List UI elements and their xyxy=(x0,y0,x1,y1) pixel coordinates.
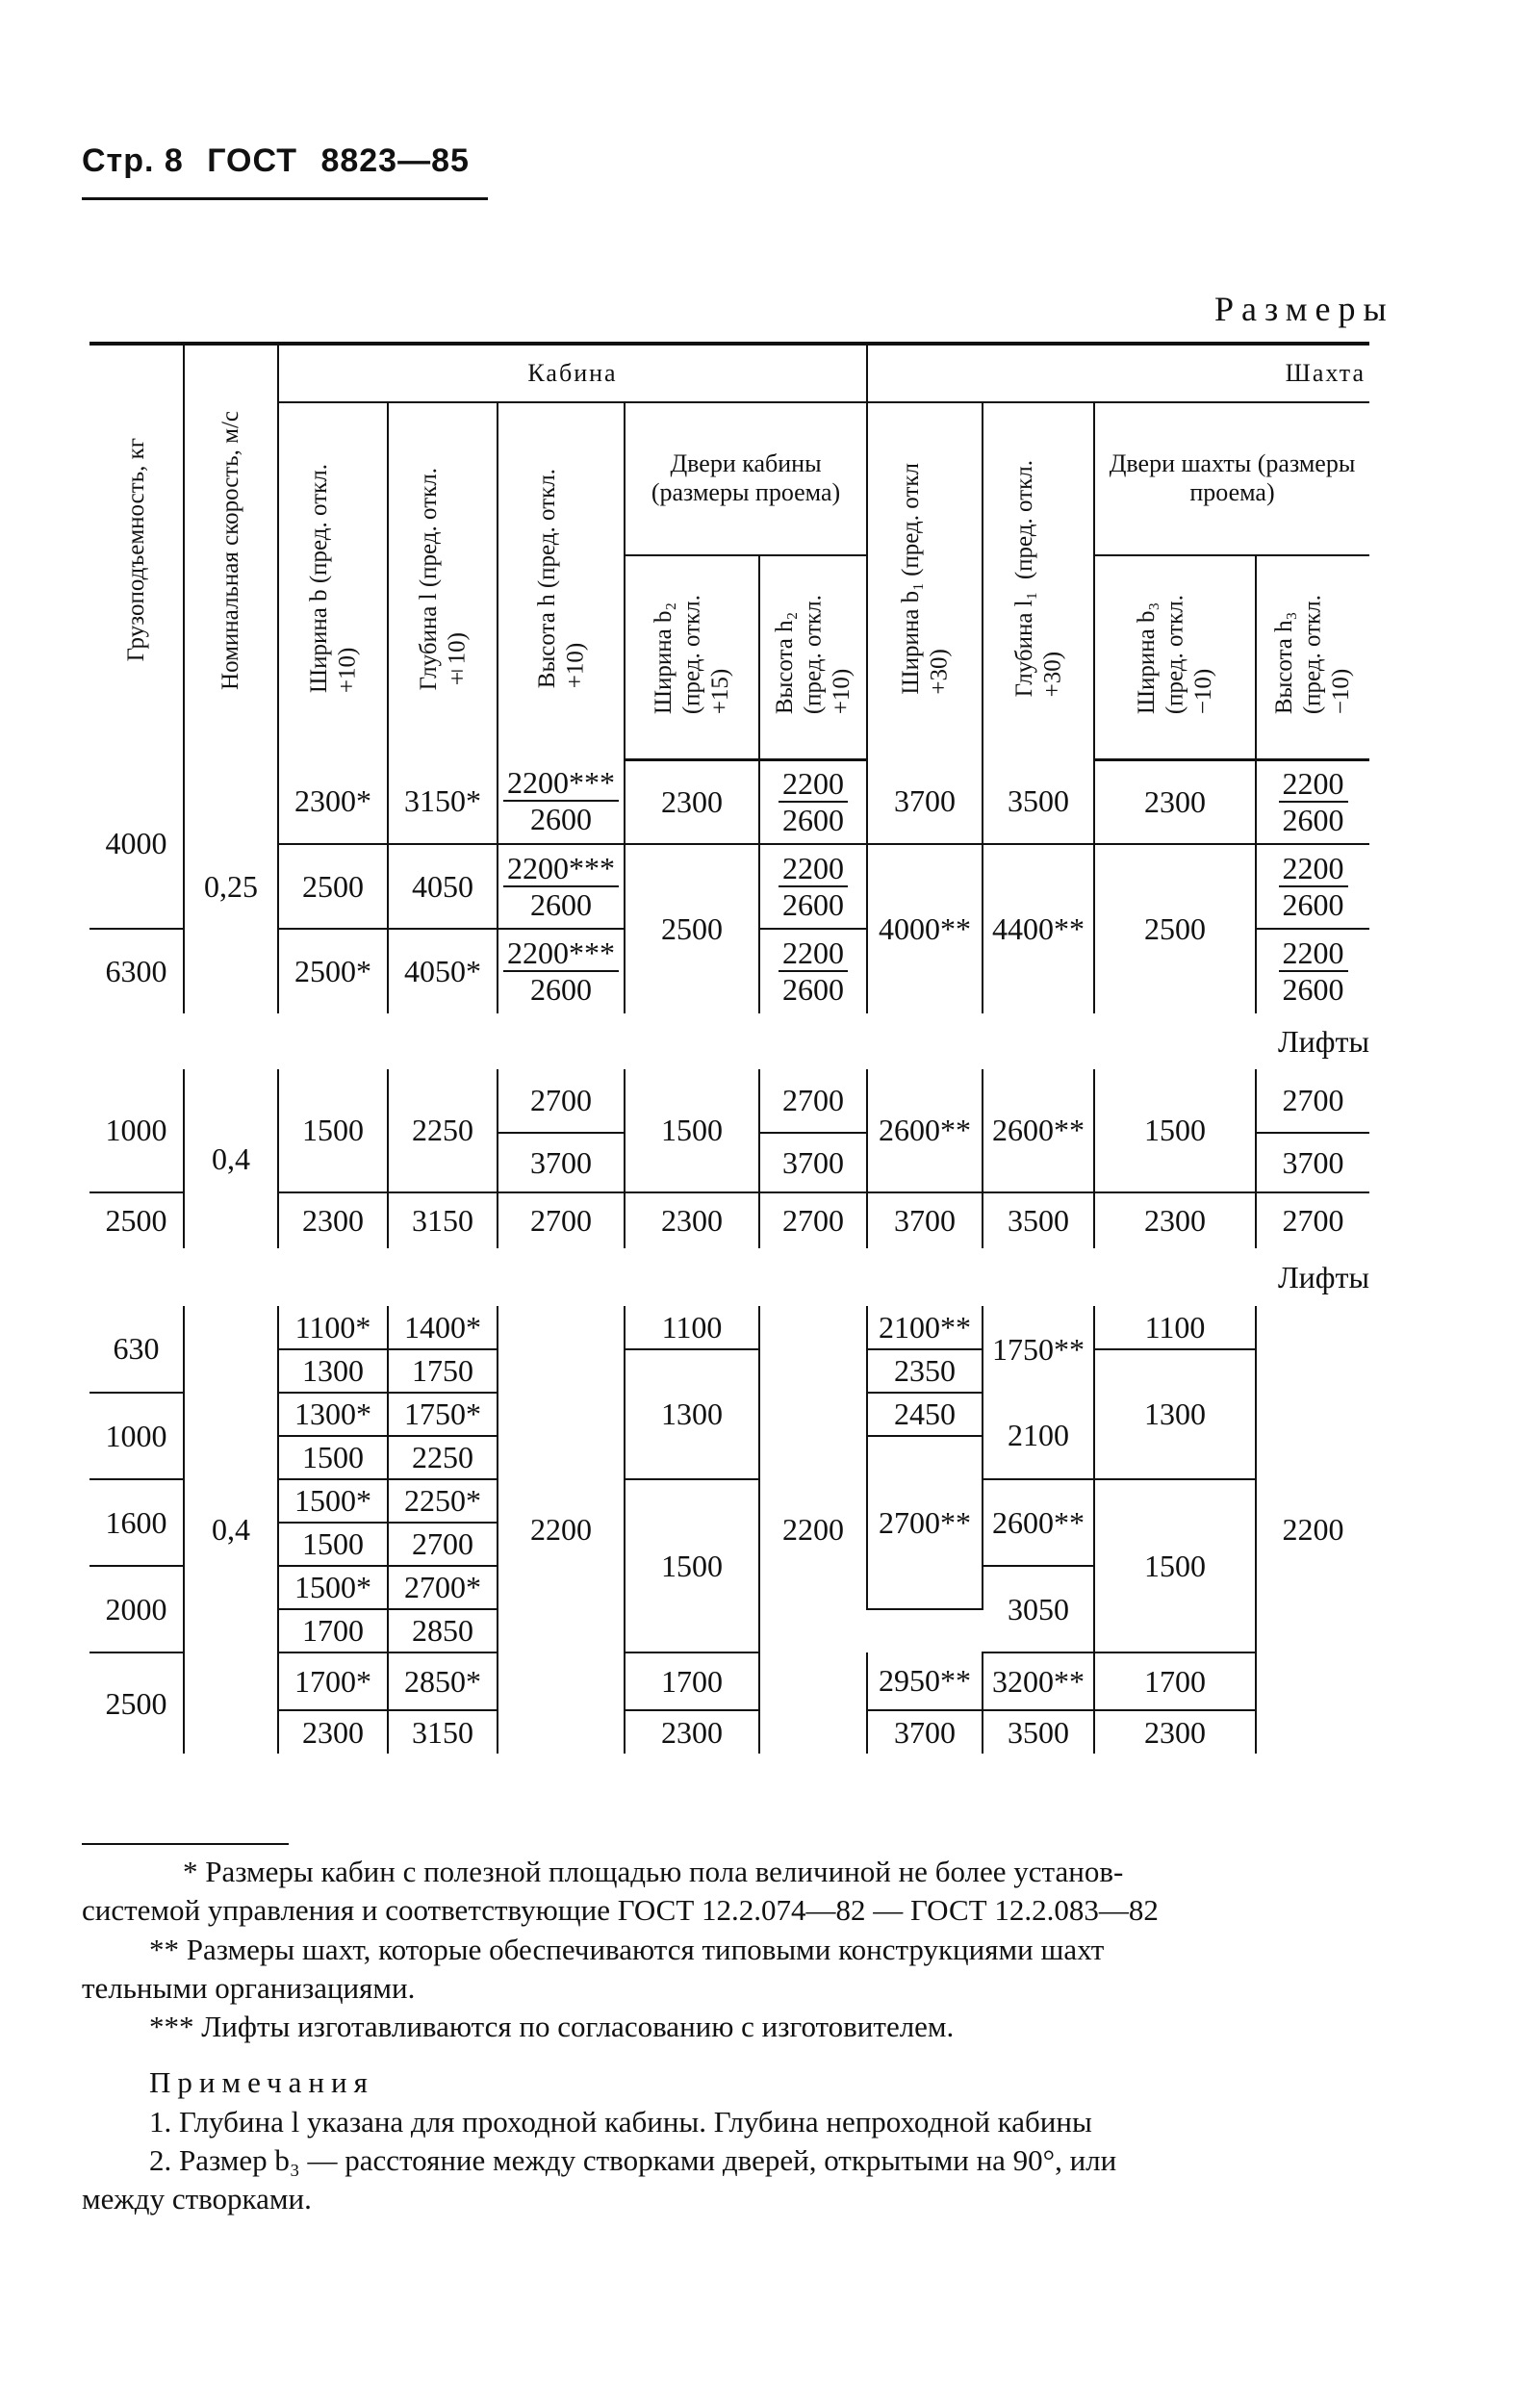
l-cell: 4050* xyxy=(388,929,498,1013)
table-row xyxy=(89,844,1369,929)
l1-cell: 2600** xyxy=(983,1069,1094,1192)
b2-cell: 2300 xyxy=(625,759,759,844)
h2-cell: $\frac{2200}{2600}$ xyxy=(759,929,867,1013)
table-row xyxy=(89,1192,1369,1248)
l-cell: 3150 xyxy=(388,1192,498,1248)
b3-cell: 1500 xyxy=(1094,1479,1256,1652)
capacity-cell: 1000 xyxy=(89,1393,184,1479)
capacity-cell: 4000 xyxy=(89,759,184,929)
standard-label: ГОСТ xyxy=(207,142,297,179)
b2-cell: 1500 xyxy=(625,1479,759,1652)
l-cell: 2850 xyxy=(388,1609,498,1652)
table-caption: Размеры xyxy=(1214,290,1394,328)
l-cell: 2700* xyxy=(388,1566,498,1609)
h3-cell: 2700 xyxy=(1282,1203,1344,1238)
col-l1-head: Глубина l₁ (пред. откл. +30) xyxy=(983,402,1094,759)
b-cell: 2500* xyxy=(278,929,388,1013)
table-row xyxy=(89,1306,1369,1349)
l-cell: 2850* xyxy=(388,1652,498,1710)
col-l-head: Глубина l (пред. откл. ±10) xyxy=(388,402,498,759)
l-cell: 1750 xyxy=(388,1349,498,1393)
h-cell: 2700 xyxy=(498,1069,625,1133)
b3-cell: 1700 xyxy=(1094,1652,1256,1710)
table-row xyxy=(89,1710,1369,1754)
l-cell: 1750* xyxy=(388,1393,498,1436)
b1-cell: 3700 xyxy=(867,759,983,844)
h-cell: $\frac{2200***}{2600}$ xyxy=(498,844,625,929)
capacity-cell: 2000 xyxy=(89,1566,184,1652)
b2-cell: 1500 xyxy=(625,1069,759,1192)
l1-cell: 3050 xyxy=(983,1566,1094,1652)
col-h3-head: Высота h₃ (пред. откл. −10) xyxy=(1256,555,1369,760)
b-cell: 1300 xyxy=(278,1349,388,1393)
l1-cell: 2600** xyxy=(983,1479,1094,1566)
l-cell: 1400* xyxy=(388,1306,498,1349)
h3-cell: $\frac{2200}{2600}$ xyxy=(1256,929,1369,1013)
page-header xyxy=(82,142,483,180)
note-2: 2. Размер b₃ — расстояние между створками дверей, открытыми на 90°, или xyxy=(149,2143,1117,2178)
h-cell: 3700 xyxy=(498,1133,625,1192)
col-b1-head: Ширина b₁ (пред. откл +30) xyxy=(867,402,983,759)
h2-cell: 2700 xyxy=(759,1069,867,1133)
h-cell: $\frac{2200***}{2600}$ xyxy=(498,759,625,844)
capacity-cell: 6300 xyxy=(89,929,184,1013)
footnote-2: ** Размеры шахт, которые обеспечиваются типовыми конструкциями шахт xyxy=(149,1932,1105,1966)
page-number: Стр. 8 xyxy=(82,142,184,179)
h-cell: 2700 xyxy=(498,1192,625,1248)
l-cell: 2700 xyxy=(388,1523,498,1566)
table-row xyxy=(89,1349,1369,1393)
b3-cell: 2300 xyxy=(1094,759,1256,844)
cabin-group-head: Кабина xyxy=(278,344,867,402)
h2-cell: 2700 xyxy=(782,1203,844,1238)
b-cell: 1500 xyxy=(278,1523,388,1566)
h3-cell: $\frac{2200}{2600}$ xyxy=(1256,759,1369,844)
b1-cell: 4000** xyxy=(867,844,983,1013)
b1-cell: 2950** xyxy=(867,1652,983,1710)
b-cell: 1500* xyxy=(278,1479,388,1523)
section-3 xyxy=(89,1306,1369,1754)
b3-cell: 1500 xyxy=(1094,1069,1256,1192)
b1-cell: 2350 xyxy=(867,1349,983,1393)
capacity-cell: 2500 xyxy=(89,1652,184,1754)
l1-cell: 2100 xyxy=(983,1393,1094,1479)
footnotes xyxy=(82,1853,1429,2219)
b-cell: 1500 xyxy=(278,1069,388,1192)
b3-cell: 1300 xyxy=(1094,1349,1256,1479)
b-cell: 2500 xyxy=(278,844,388,929)
section-3-label: Лифты xyxy=(1277,1259,1369,1294)
col-b3-head: Ширина b₃ (пред. откл. −10) xyxy=(1094,555,1256,760)
b-cell: 2300* xyxy=(278,759,388,844)
section-2-label: Лифты xyxy=(1277,1023,1369,1059)
col-h2-head: Высота h₂ (пред. откл. +10) xyxy=(759,555,867,760)
h-cell: $\frac{2200***}{2600}$ xyxy=(498,929,625,1013)
b2-cell: 1700 xyxy=(625,1652,759,1710)
h3-cell: 2700 xyxy=(1256,1069,1369,1133)
l-cell: 2250* xyxy=(388,1479,498,1523)
shaft-group-head: Шахта xyxy=(867,344,1369,402)
footnote-rule xyxy=(82,1843,289,1845)
shaft-doors-head: Двери шахты (размеры проема) xyxy=(1094,402,1369,555)
table-row xyxy=(89,1479,1369,1523)
b-cell: 2300 xyxy=(278,1192,388,1248)
capacity-cell: 630 xyxy=(89,1306,184,1393)
col-h-head: Высота h (пред. откл. +10) xyxy=(498,402,625,759)
l1-cell: 4400** xyxy=(983,844,1094,1013)
footnote-2-cont: тельными организациями. xyxy=(82,1970,416,2005)
h-cell: 2200 xyxy=(498,1306,625,1754)
b1-cell: 3700 xyxy=(867,1192,983,1248)
capacity-cell: 2500 xyxy=(89,1192,184,1248)
b-cell: 1500* xyxy=(278,1566,388,1609)
b2-cell: 2300 xyxy=(625,1710,759,1754)
table-row xyxy=(89,1652,1369,1710)
dimensions-table xyxy=(89,342,1369,1754)
b3-cell: 1100 xyxy=(1094,1306,1256,1349)
b1-cell: 2600** xyxy=(867,1069,983,1192)
b3-cell: 2500 xyxy=(1094,844,1256,1013)
b3-cell: 2300 xyxy=(1094,1192,1256,1248)
table-row xyxy=(89,1069,1369,1133)
table-row xyxy=(89,759,1369,844)
note-2-cont: между створками. xyxy=(82,2182,312,2216)
b2-cell: 1300 xyxy=(625,1349,759,1479)
b-cell: 1700 xyxy=(278,1609,388,1652)
l-cell: 3150 xyxy=(388,1710,498,1754)
b1-cell: 2450 xyxy=(867,1393,983,1436)
speed-cell: 0,4 xyxy=(184,1306,278,1754)
l-cell: 2250 xyxy=(388,1069,498,1192)
l1-cell: 3500 xyxy=(983,1710,1094,1754)
h2-cell: 2200 xyxy=(782,1512,844,1547)
b2-cell: 2500 xyxy=(625,844,759,1013)
h3-cell: 2200 xyxy=(1282,1512,1344,1547)
col-speed-head: Номинальная скорость, м/с xyxy=(184,344,278,759)
l-cell: 2250 xyxy=(388,1436,498,1479)
b2-cell: 2300 xyxy=(625,1192,759,1248)
note-1: 1. Глубина l указана для проходной кабины. Глубина непроходной кабины xyxy=(149,2104,1092,2139)
l-cell: 3150* xyxy=(388,759,498,844)
l-cell: 4050 xyxy=(388,844,498,929)
h3-cell: $\frac{2200}{2600}$ xyxy=(1256,844,1369,929)
col-b2-head: Ширина b₂ (пред. откл. +15) xyxy=(625,555,759,760)
b-cell: 1700* xyxy=(278,1652,388,1710)
cabin-doors-head: Двери кабины (размеры проема) xyxy=(625,402,867,555)
b-cell: 2300 xyxy=(278,1710,388,1754)
b-cell: 1100* xyxy=(278,1306,388,1349)
b-cell: 1500 xyxy=(278,1436,388,1479)
h2-cell: $\frac{2200}{2600}$ xyxy=(759,759,867,844)
section-1 xyxy=(89,759,1369,1013)
h2-cell: $\frac{2200}{2600}$ xyxy=(759,844,867,929)
b1-cell: 3700 xyxy=(867,1710,983,1754)
col-b-head: Ширина b (пред. откл. +10) xyxy=(278,402,388,759)
header-rule xyxy=(82,197,488,200)
l1-cell: 3500 xyxy=(983,759,1094,844)
b1-cell: 2700** xyxy=(867,1436,983,1609)
b3-cell: 2300 xyxy=(1094,1710,1256,1754)
b1-cell: 2100** xyxy=(867,1306,983,1349)
b-cell: 1300* xyxy=(278,1393,388,1436)
standard-number: 8823—85 xyxy=(320,142,470,179)
section-2 xyxy=(89,1069,1369,1248)
h2-cell: 3700 xyxy=(759,1133,867,1192)
capacity-cell: 1600 xyxy=(89,1479,184,1566)
footnote-3: *** Лифты изготавливаются по согласованию с изготовителем. xyxy=(149,2010,955,2044)
b2-cell: 1100 xyxy=(625,1306,759,1349)
l1-cell: 3500 xyxy=(983,1192,1094,1248)
footnote-1: * Размеры кабин с полезной площадью пола величиной не более установ- xyxy=(183,1855,1124,1888)
capacity-cell: 1000 xyxy=(89,1069,184,1192)
speed-cell: 0,4 xyxy=(184,1069,278,1248)
l1-cell: 1750** xyxy=(983,1306,1094,1393)
h3-cell: 3700 xyxy=(1256,1133,1369,1192)
footnote-1-cont: системой управления и соответствующие ГОСТ 12.2.074—82 — ГОСТ 12.2.083—82 xyxy=(82,1893,1159,1928)
speed-cell: 0,25 xyxy=(184,759,278,1013)
l1-cell: 3200** xyxy=(983,1652,1094,1710)
col-capacity-head: Грузоподъемность, кг xyxy=(89,344,184,759)
notes-title: Примечания xyxy=(149,2065,374,2100)
